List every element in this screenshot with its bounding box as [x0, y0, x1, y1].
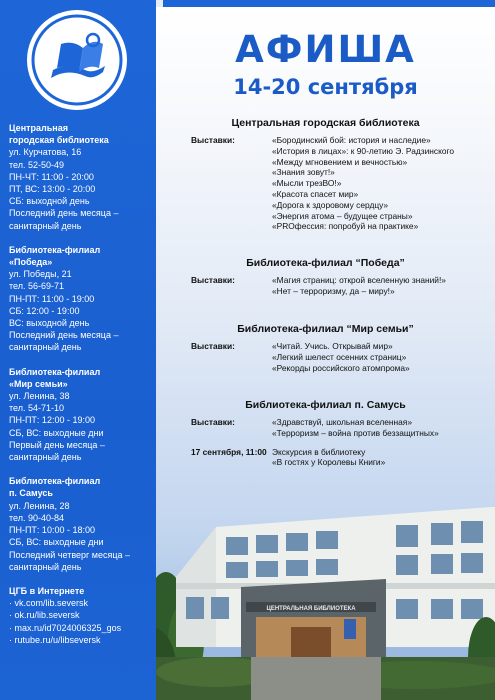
internet-title: ЦГБ в Интернете: [9, 585, 85, 596]
event-label: Выставки:: [191, 417, 235, 427]
social-link[interactable]: · ok.ru/lib.seversk: [9, 609, 154, 621]
branch-info-line: СБ: выходной день: [9, 196, 90, 207]
event-item: «Читай. Учись. Открывай мир»: [272, 341, 393, 351]
event-item: «История в лицах»: к 90-летию Э. Радзинского: [272, 145, 455, 156]
branch-info-line: Последний день месяца –: [9, 208, 119, 219]
event-item: «В гостях у Королевы Книги»: [272, 457, 386, 468]
branch-info-line: ПН-ПТ: 11:00 - 19:00: [9, 293, 95, 304]
event-label: Выставки:: [191, 275, 235, 285]
event-row: [191, 341, 495, 373]
event-item: Экскурсия в библиотеку: [272, 446, 366, 457]
internet-links-block: [9, 585, 154, 646]
branch-info-line: ул. Победы, 21: [9, 269, 72, 280]
branch-section: [156, 397, 495, 468]
branch-info-line: ВС: выходной день: [9, 318, 90, 329]
event-items: [272, 275, 446, 297]
event-item: «Легкий шелест осенних страниц»: [272, 351, 407, 362]
branch-contact-block: [9, 244, 154, 354]
branch-name: Библиотека-филиал: [9, 366, 101, 377]
branch-info-line: ПТ, ВС: 13:00 - 20:00: [9, 184, 96, 195]
branch-info-line: СБ: 12:00 - 19:00: [9, 305, 80, 316]
date-range: 14-20 сентября: [233, 75, 418, 99]
event-item: «Рекорды российского атомпрома»: [272, 362, 410, 373]
branch-info-line: тел. 56-69-71: [9, 281, 65, 292]
social-link[interactable]: · rutube.ru/u/libseversk: [9, 634, 154, 646]
branch-info-line: ул. Курчатова, 16: [9, 147, 82, 158]
event-row: [191, 135, 495, 232]
event-items: [272, 447, 385, 469]
section-heading: Библиотека-филиал “Победа”: [246, 257, 405, 269]
branch-info-line: санитарный день: [9, 342, 82, 353]
branch-name: п. Самусь: [9, 488, 53, 499]
building-sign: ЦЕНТРАЛЬНАЯ БИБЛИОТЕКА: [266, 606, 356, 612]
branch-name: «Мир семьи»: [9, 378, 68, 389]
branch-info-line: санитарный день: [9, 561, 82, 572]
social-link[interactable]: · vk.com/lib.seversk: [9, 597, 154, 609]
section-heading: Центральная городская библиотека: [231, 117, 420, 129]
top-stripe: [163, 0, 495, 7]
event-item: «Красота спасет мир»: [272, 188, 359, 199]
section-heading: Библиотека-филиал п. Самусь: [245, 399, 406, 411]
page-title: АФИША: [235, 28, 416, 71]
event-item: «Здравствуй, школьная вселенная»: [272, 417, 412, 427]
event-items: [272, 135, 454, 232]
event-label: 17 сентября, 11:00: [191, 446, 267, 457]
event-item: «Знания зовут!»: [272, 167, 335, 178]
sidebar-contacts: [9, 122, 154, 658]
event-item: «Мысли трезВО!»: [272, 178, 342, 189]
event-item: «Энергия атома – будущее страны»: [272, 210, 413, 221]
branch-info-line: тел. 90-40-84: [9, 512, 65, 523]
branch-name: Центральная: [9, 123, 68, 133]
event-row: [191, 275, 495, 297]
event-item: «Между мгновением и вечностью»: [272, 156, 408, 167]
branch-info-line: ул. Ленина, 38: [9, 391, 70, 402]
branch-name: «Победа»: [9, 257, 53, 268]
branch-info-line: СБ, ВС: выходные дни: [9, 427, 104, 438]
event-items: [272, 341, 410, 373]
branch-info-line: Последний четверг месяца –: [9, 549, 131, 560]
branch-contact-block: [9, 366, 154, 464]
library-building-photo: [156, 507, 495, 700]
branch-info-line: ул. Ленина, 28: [9, 500, 70, 511]
branch-name: городская библиотека: [9, 135, 109, 146]
sidebar: [0, 0, 156, 700]
branch-name: Библиотека-филиал: [9, 476, 101, 487]
event-item: «Бородинский бой: история и наследие»: [272, 135, 431, 145]
social-link[interactable]: · max.ru/id7024006325_gos: [9, 622, 154, 634]
branch-info-line: СБ, ВС: выходные дни: [9, 537, 104, 548]
branch-info-line: ПН-ЧТ: 11:00 - 20:00: [9, 171, 94, 182]
branch-info-line: Первый день месяца –: [9, 439, 105, 450]
section-heading: Библиотека-филиал “Мир семьи”: [237, 323, 414, 335]
branch-contact-block: [9, 475, 154, 573]
event-item: «Магия страниц: открой вселенную знаний!»: [272, 275, 446, 285]
branch-info-line: санитарный день: [9, 452, 82, 463]
book-logo-icon: [27, 10, 127, 110]
event-label: Выставки:: [191, 135, 235, 145]
branch-contact-block: [9, 122, 154, 232]
event-item: «Нет – терроризму, да – миру!»: [272, 285, 395, 296]
branch-info-line: санитарный день: [9, 220, 82, 231]
library-logo: [27, 10, 127, 110]
branch-section: [156, 321, 495, 373]
branch-info-line: Последний день месяца –: [9, 330, 119, 341]
event-items: [272, 417, 439, 439]
event-label: Выставки:: [191, 341, 235, 351]
branch-info-line: ПН-ПТ: 12:00 - 19:00: [9, 415, 95, 426]
branch-section: [156, 255, 495, 297]
branch-info-line: тел. 52-50-49: [9, 159, 65, 170]
event-item: «Терроризм – война против беззащитных»: [272, 427, 439, 438]
event-item: «Дорога к здоровому сердцу»: [272, 199, 389, 210]
event-row: [191, 447, 495, 469]
branch-info-line: тел. 54-71-10: [9, 403, 65, 414]
branch-info-line: ПН-ПТ: 10:00 - 18:00: [9, 525, 95, 536]
branch-name: Библиотека-филиал: [9, 244, 101, 255]
branch-section: [156, 115, 495, 232]
event-row: [191, 417, 495, 439]
main-poster: [156, 7, 495, 700]
event-item: «PROфессия: попробуй на практике»: [272, 221, 419, 232]
